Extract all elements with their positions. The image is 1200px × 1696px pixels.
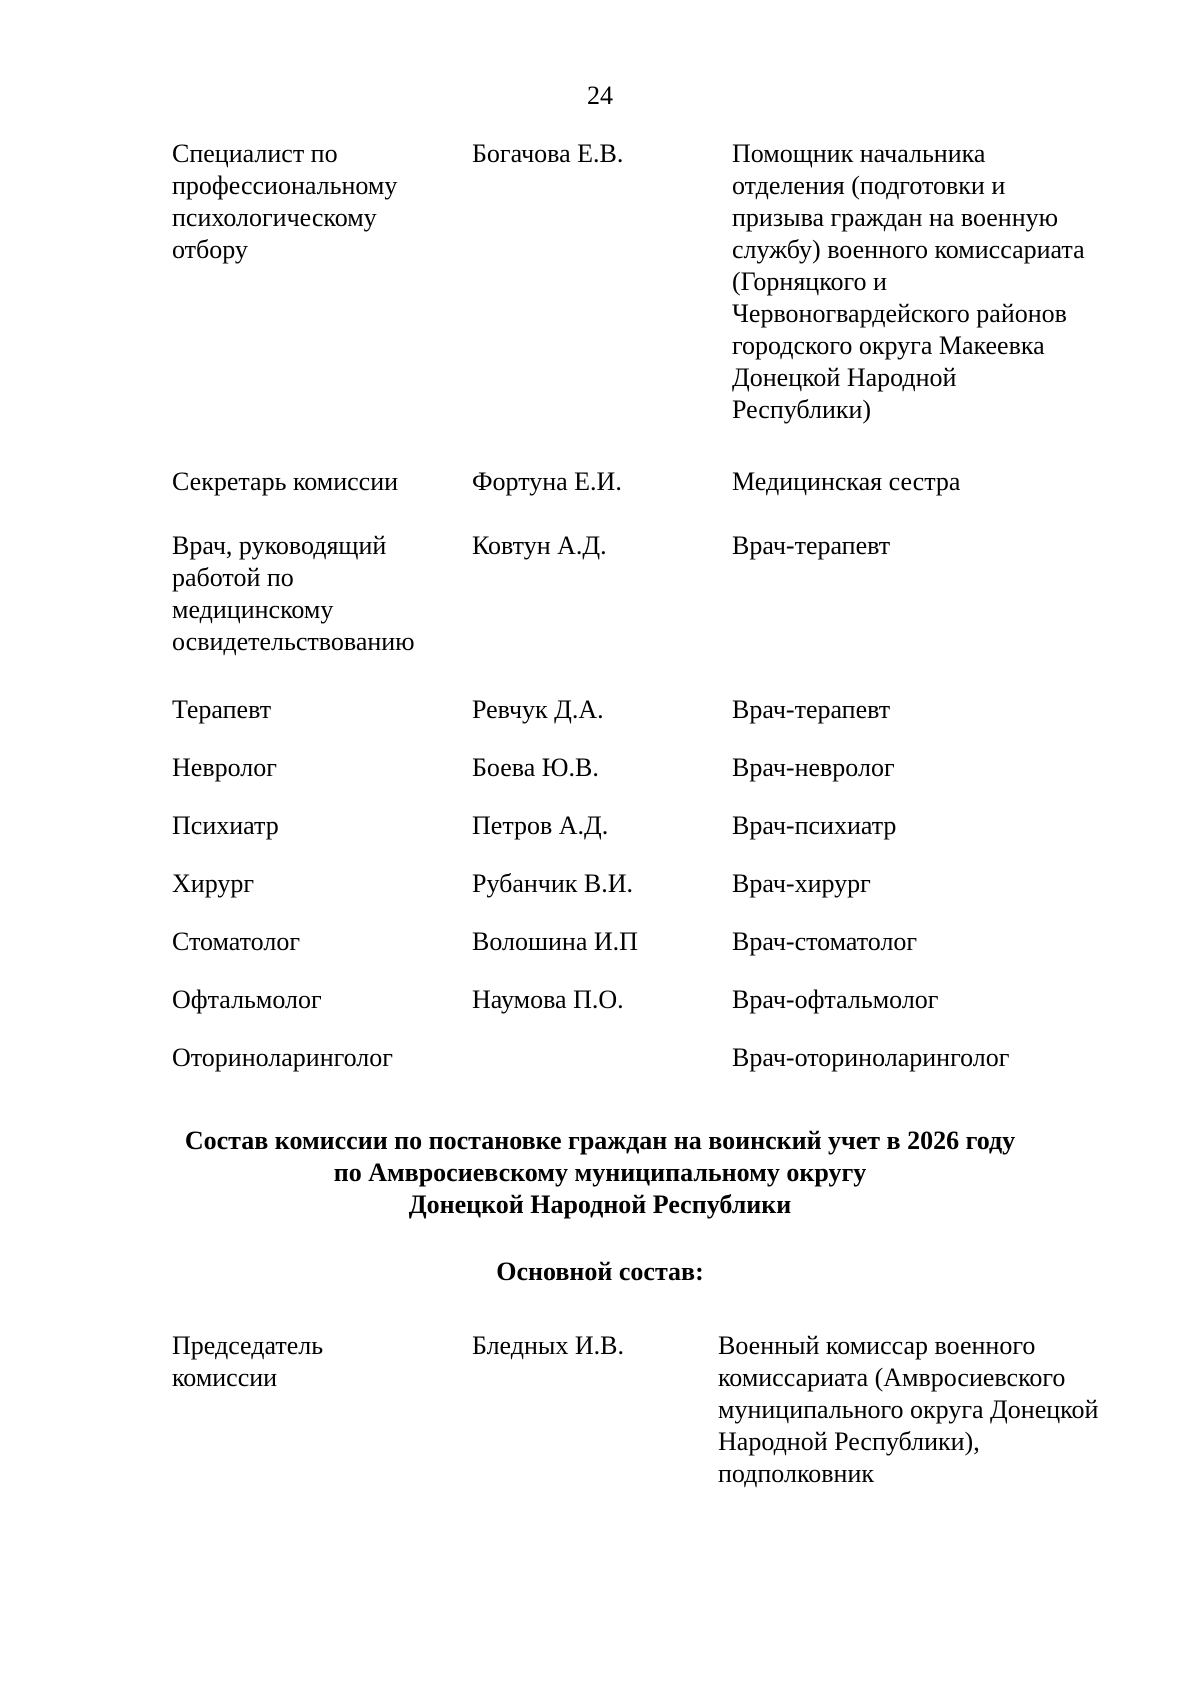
member-name: Ковтун А.Д. [472, 531, 607, 560]
member-role: Председатель комиссии [172, 1331, 324, 1392]
member-name: Бледных И.В. [472, 1331, 624, 1360]
member-position: Врач-психиатр [732, 811, 897, 840]
member-position: Помощник начальника отделения (подготовки и призыва граждан на военную службу) военного комиссариата (Горняцкого и Червоногвардейского районов городского округа Макеевка Донецкой Народной Республики) [732, 139, 1085, 424]
member-role: Терапевт [172, 695, 272, 724]
member-position: Врач-терапевт [732, 695, 891, 724]
member-position: Врач-терапевт [732, 531, 891, 560]
section-heading: Состав комиссии по постановке граждан на воинский учет в 2026 году по Амвросиевскому муниципальному округу Донецкой Народной Республики [184, 1126, 1016, 1219]
member-position: Врач-стоматолог [732, 927, 918, 956]
member-position: Военный комиссар военного комиссариата (Амвросиевского муниципального округа Донецкой Народной Республики), подполковник [718, 1331, 1099, 1488]
member-position: Врач-оториноларинголог [732, 1043, 1010, 1072]
member-position: Врач-невролог [732, 753, 895, 782]
page-number: 24 [587, 81, 613, 110]
member-name: Волошина И.П [472, 927, 638, 956]
member-position: Врач-офтальмолог [732, 985, 939, 1014]
member-role: Стоматолог [172, 927, 300, 956]
member-role: Секретарь комиссии [172, 467, 399, 496]
member-name: Рубанчик В.И. [472, 869, 634, 898]
member-role: Специалист по профессиональному психологическому отбору [172, 139, 398, 264]
member-role: Оториноларинголог [172, 1043, 393, 1072]
member-name: Богачова Е.В. [472, 139, 624, 168]
member-name: Петров А.Д. [472, 811, 609, 840]
member-name: Наумова П.О. [472, 985, 624, 1014]
member-name: Фортуна Е.И. [472, 467, 622, 496]
member-name: Ревчук Д.А. [472, 695, 604, 724]
member-role: Психиатр [172, 811, 279, 840]
member-role: Врач, руководящий работой по медицинскому освидетельствованию [172, 531, 415, 656]
subheading-main-composition: Основной состав: [496, 1257, 704, 1286]
member-role: Офтальмолог [172, 985, 322, 1014]
member-role: Хирург [172, 869, 255, 898]
member-role: Невролог [172, 753, 277, 782]
member-position: Врач-хирург [732, 869, 871, 898]
member-name: Боева Ю.В. [472, 753, 599, 782]
member-position: Медицинская сестра [732, 467, 961, 496]
